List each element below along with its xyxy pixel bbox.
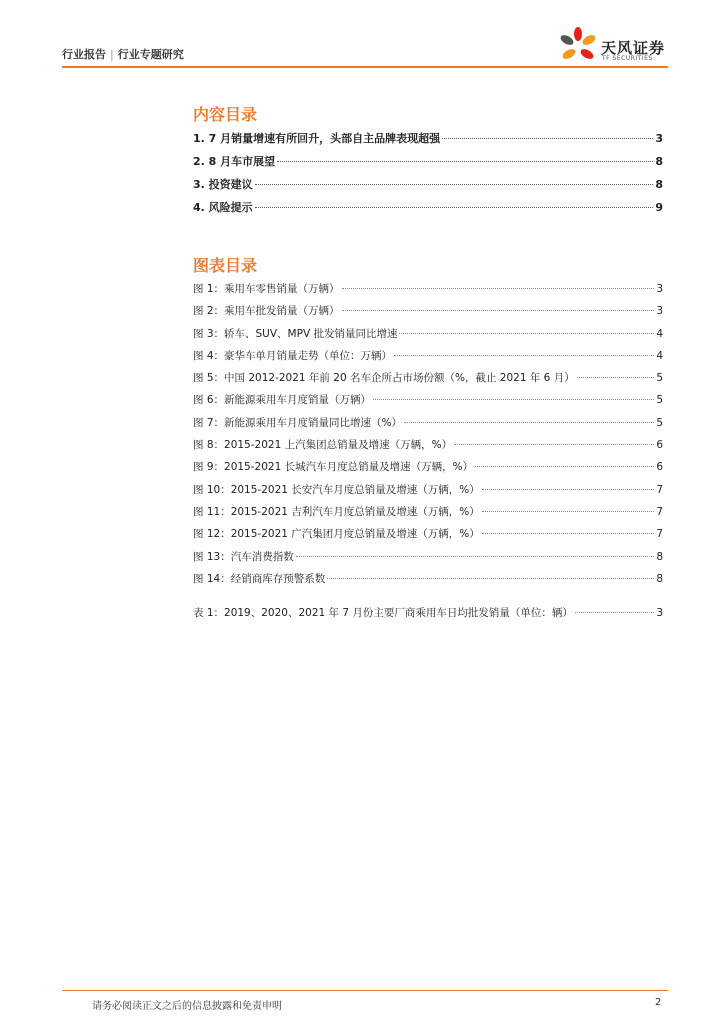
toc-item-page: 8 (655, 155, 663, 168)
figure-item-page: 5 (656, 394, 663, 407)
dot-leader (482, 533, 655, 534)
figure-item-page: 6 (656, 461, 663, 474)
figure-item[interactable] (193, 504, 663, 526)
company-logo (558, 24, 668, 70)
figure-item-label: 图 1：乘用车零售销量（万辆） (193, 283, 340, 295)
figure-item[interactable] (193, 415, 663, 437)
dot-leader (399, 333, 654, 334)
logo-text-en: TF SECURITIES (602, 55, 653, 62)
dot-leader (255, 184, 654, 185)
toc-item-label: 3. 投资建议 (193, 178, 253, 191)
figure-item-label: 图 8：2015-2021 上汽集团总销量及增速（万辆，%） (193, 439, 453, 452)
figure-item[interactable] (193, 571, 663, 593)
figure-item[interactable] (193, 303, 663, 325)
dot-leader (277, 161, 653, 162)
dot-leader (577, 377, 655, 378)
header-separator: | (110, 48, 114, 61)
footer-disclaimer: 请务必阅读正文之后的信息披露和免责申明 (92, 1001, 282, 1012)
figure-item-page: 4 (656, 349, 663, 362)
toc-item[interactable] (193, 176, 663, 199)
subcategory-label: 行业专题研究 (117, 48, 184, 61)
figure-item-page: 7 (656, 505, 663, 518)
figure-item-page: 8 (656, 572, 663, 585)
figure-item-label: 图 2：乘用车批发销量（万辆） (193, 305, 340, 318)
figure-item-page: 4 (656, 327, 663, 340)
dot-leader (373, 399, 654, 400)
toc-item[interactable] (193, 199, 663, 222)
figure-item-label: 图 7：新能源乘用车月度销量同比增速（%） (193, 416, 402, 429)
dot-leader (454, 444, 654, 445)
figure-item-page: 3 (656, 283, 663, 295)
figure-item[interactable] (193, 459, 663, 481)
dot-leader (482, 489, 655, 490)
figure-item-page: 7 (656, 528, 663, 541)
figure-item-label: 图 5：中国 2012-2021 年前 20 名车企所占市场份额（%，截止 2021 年 6 月） (193, 372, 575, 385)
dot-leader (255, 207, 654, 208)
page-number: 2 (655, 997, 662, 1008)
figure-item-page: 5 (656, 372, 663, 385)
figure-item-page: 6 (656, 439, 663, 452)
figure-item-label: 图 10：2015-2021 长安汽车月度总销量及增速（万辆，%） (193, 483, 480, 496)
dot-leader (575, 612, 654, 613)
figure-item-label: 图 11：2015-2021 吉利汽车月度总销量及增速（万辆，%） (193, 505, 480, 518)
category-label: 行业报告 (62, 48, 106, 61)
header-rule (62, 66, 668, 68)
figure-item[interactable] (193, 281, 663, 303)
toc-title: 内容目录 (193, 105, 258, 124)
figure-item[interactable] (193, 437, 663, 459)
toc-item-page: 9 (655, 201, 663, 214)
figures-title: 图表目录 (193, 256, 258, 275)
toc-item-label: 2. 8 月车市展望 (193, 155, 276, 168)
table-item-label: 表 1：2019、2020、2021 年 7 月份主要厂商乘用车日均批发销量（单位：辆） (193, 607, 573, 619)
figure-item-label: 图 6：新能源乘用车月度销量（万辆） (193, 394, 372, 407)
toc-list (193, 130, 663, 222)
figure-item[interactable] (193, 392, 663, 414)
table-item[interactable] (193, 605, 663, 627)
toc-item-page: 8 (655, 178, 663, 191)
dot-leader (342, 288, 655, 289)
dot-leader (475, 466, 654, 467)
footer-rule (62, 990, 668, 991)
toc-item[interactable] (193, 153, 663, 176)
dot-leader (342, 310, 655, 311)
figure-item[interactable] (193, 348, 663, 370)
flower-logo-icon (558, 26, 598, 66)
figure-item-label: 图 9：2015-2021 长城汽车月度总销量及增速（万辆，%） (193, 461, 474, 474)
figure-item[interactable] (193, 526, 663, 548)
dot-leader (296, 556, 655, 557)
toc-item[interactable] (193, 130, 663, 153)
table-item-page: 3 (656, 607, 663, 619)
figure-item-label: 图 12：2015-2021 广汽集团月度总销量及增速（万辆，%） (193, 528, 480, 541)
figure-item[interactable] (193, 326, 663, 348)
figure-item-label: 图 4：豪华车单月销量走势（单位：万辆） (193, 349, 393, 362)
figures-list (193, 281, 663, 593)
figure-item[interactable] (193, 370, 663, 392)
figure-item[interactable] (193, 482, 663, 504)
dot-leader (404, 422, 654, 423)
tables-list (193, 605, 663, 627)
dot-leader (442, 138, 653, 139)
figure-item[interactable] (193, 549, 663, 571)
toc-item-page: 3 (655, 132, 663, 145)
dot-leader (394, 355, 654, 356)
figure-item-page: 3 (656, 305, 663, 318)
figure-item-page: 5 (656, 416, 663, 429)
figure-item-label: 图 14：经销商库存预警系数 (193, 572, 326, 585)
figure-item-label: 图 3：轿车、SUV、MPV 批发销量同比增速 (193, 327, 398, 340)
toc-item-label: 4. 风险提示 (193, 201, 253, 214)
toc-item-label: 1. 7 月销量增速有所回升，头部自主品牌表现超强 (193, 132, 441, 145)
page-header (62, 40, 668, 68)
logo-text-cn: 天风证券 (601, 39, 666, 57)
dot-leader (327, 578, 654, 579)
figure-item-page: 7 (656, 483, 663, 496)
figure-item-label: 图 13：汽车消费指数 (193, 550, 294, 563)
figure-item-page: 8 (656, 550, 663, 563)
report-category (62, 46, 184, 62)
dot-leader (482, 511, 655, 512)
